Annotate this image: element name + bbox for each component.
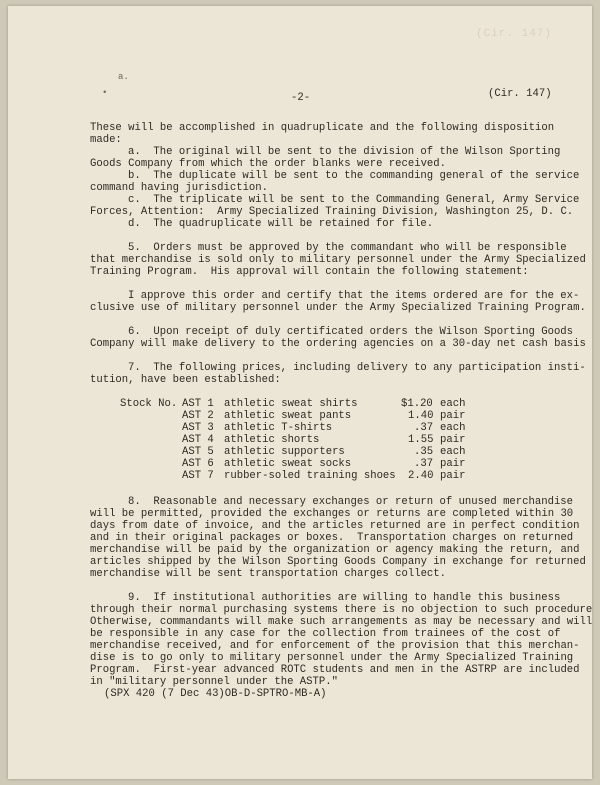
para9-line: in "military personnel under the ASTP." <box>90 676 338 688</box>
disposition-a: a. The original will be sent to the division of the Wilson Sporting <box>128 146 561 158</box>
para8-line: days from date of invoice, and the articles returned are in perfect condition <box>90 520 580 532</box>
para9-line: through their normal purchasing systems there is no objection to such procedure <box>90 604 593 616</box>
page-number: -2- <box>291 92 311 104</box>
para9-line: be responsible in any case for the collection from trainees of the cost of <box>90 628 561 640</box>
price-unit: each <box>440 398 466 410</box>
price-value: 2.40 <box>408 470 434 482</box>
price-stock: AST 6 <box>182 458 214 470</box>
price-unit: pair <box>440 434 466 446</box>
price-stock: AST 4 <box>182 434 214 446</box>
price-value: .37 <box>414 458 434 470</box>
price-value: $1.20 <box>401 398 433 410</box>
para8-line: articles shipped by the Wilson Sporting Goods Company in exchange for returned <box>90 556 586 568</box>
price-stock: AST 2 <box>182 410 214 422</box>
para9-line: Otherwise, commandants will make such arrangements as may be necessary and will <box>90 616 593 628</box>
price-item: athletic sweat pants <box>224 410 352 422</box>
stray-mark: a. <box>118 72 129 82</box>
disposition-c: c. The triplicate will be sent to the Commanding General, Army Service <box>128 194 580 206</box>
disposition-b: b. The duplicate will be sent to the commanding general of the service <box>128 170 580 182</box>
price-value: 1.40 <box>408 410 434 422</box>
price-stock: AST 7 <box>182 470 214 482</box>
para9-line: merchandise received, and for enforcement of the provision that this merchan- <box>90 640 580 652</box>
bleed-through-text: (Cir. 147) <box>475 28 552 40</box>
para5-line: Training Program. His approval will contain the following statement: <box>90 266 529 278</box>
disposition-c-cont: Forces, Attention: Army Specialized Training Division, Washington 25, D. C. <box>90 206 574 218</box>
hole-punch-mark: • <box>102 88 108 98</box>
disposition-b-cont: command having jurisdiction. <box>90 182 269 194</box>
para9-line: Program. First-year advanced ROTC students and men in the ASTRP are included <box>90 664 580 676</box>
para5-line: that merchandise is sold only to military personnel under the Army Specialized <box>90 254 586 266</box>
price-item: athletic sweat socks <box>224 458 352 470</box>
price-stock: AST 5 <box>182 446 214 458</box>
price-unit: pair <box>440 410 466 422</box>
file-reference-code: (SPX 420 (7 Dec 43)OB-D-SPTRO-MB-A) <box>104 688 327 700</box>
para8-line: and in their original packages or boxes. Transportation charges on returned <box>90 532 574 544</box>
price-item: athletic sweat shirts <box>224 398 358 410</box>
price-stock: AST 1 <box>182 398 214 410</box>
para8-line: will be permitted, provided the exchanges or returns are completed within 30 <box>90 508 574 520</box>
disposition-d: d. The quadruplicate will be retained for file. <box>128 218 434 230</box>
document-page <box>8 6 592 779</box>
approval-statement: clusive use of military personnel under the Army Specialized Training Program. <box>90 302 586 314</box>
para6-line: Company will make delivery to the ordering agencies on a 30-day net cash basis <box>90 338 586 350</box>
para5-line: 5. Orders must be approved by the commandant who will be responsible <box>128 242 567 254</box>
price-unit: pair <box>440 458 466 470</box>
para8-line: merchandise will be paid by the organization or agency making the return, and <box>90 544 580 556</box>
para8-line: 8. Reasonable and necessary exchanges or return of unused merchandise <box>128 496 574 508</box>
price-stock: AST 3 <box>182 422 214 434</box>
stock-number-label: Stock No. <box>120 398 178 410</box>
para6-line: 6. Upon receipt of duly certificated orders the Wilson Sporting Goods <box>128 326 574 338</box>
price-unit: each <box>440 446 466 458</box>
approval-statement: I approve this order and certify that the items ordered are for the ex- <box>128 290 580 302</box>
price-item: athletic shorts <box>224 434 320 446</box>
price-unit: each <box>440 422 466 434</box>
para8-line: merchandise will be sent transportation charges collect. <box>90 568 447 580</box>
price-item: athletic supporters <box>224 446 345 458</box>
intro-line: These will be accomplished in quadruplicate and the following disposition <box>90 122 555 134</box>
price-item: athletic T-shirts <box>224 422 333 434</box>
para7-line: 7. The following prices, including delivery to any participation insti- <box>128 362 586 374</box>
para9-line: dise is to go only to military personnel under the Army Specialized Training <box>90 652 574 664</box>
para9-line: 9. If institutional authorities are willing to handle this business <box>128 592 561 604</box>
intro-line: made: <box>90 134 122 146</box>
price-unit: pair <box>440 470 466 482</box>
price-item: rubber-soled training shoes <box>224 470 396 482</box>
disposition-a-cont: Goods Company from which the order blanks were received. <box>90 158 447 170</box>
circular-reference: (Cir. 147) <box>488 88 552 100</box>
price-value: .37 <box>414 422 434 434</box>
price-value: .35 <box>414 446 434 458</box>
price-value: 1.55 <box>408 434 434 446</box>
para7-line: tution, have been established: <box>90 374 281 386</box>
